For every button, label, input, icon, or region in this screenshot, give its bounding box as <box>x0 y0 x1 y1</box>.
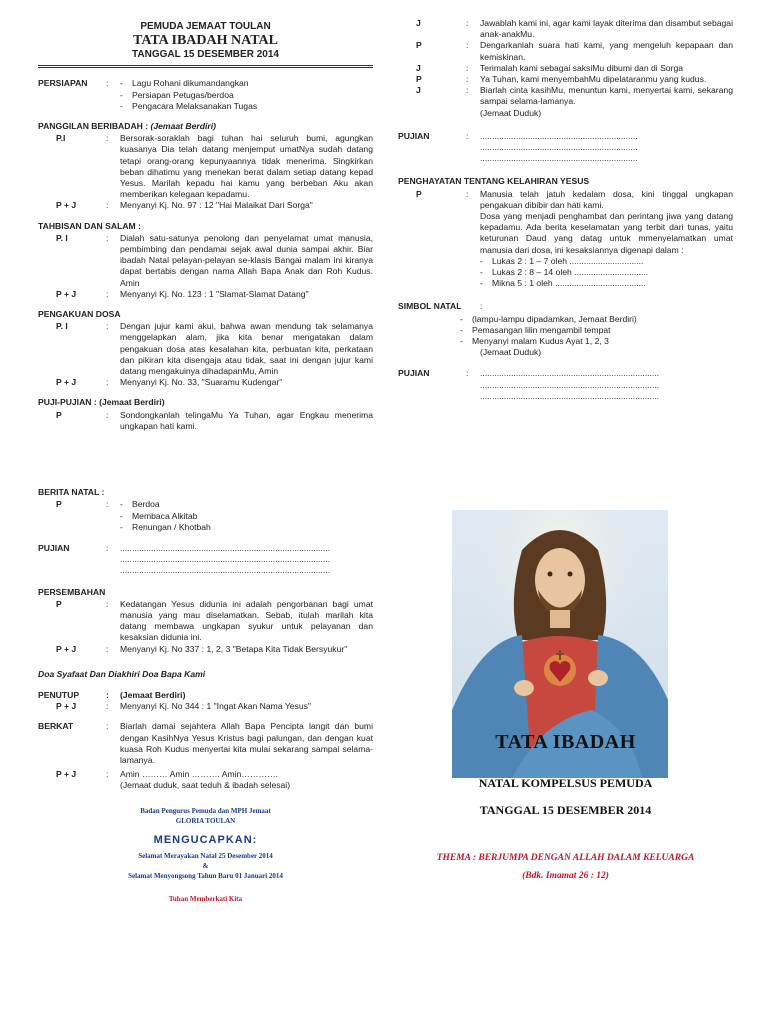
divider <box>38 67 373 68</box>
section-title: BERITA NATAL : <box>38 487 105 498</box>
row-text: Dialah satu-satunya penolong dan penyelamat umat manusia, pembimbing dan pendamai sejak awal dunia sampai akhir. Biar ibadah Natal pelayan-pelayan se-klasis Bangai malam ini kiranya dapat bertabis dengan nama Allah Bapa Anak dan Roh Kudus. Amin <box>120 232 373 288</box>
penutup-label: PENUTUP <box>38 689 80 700</box>
pujian-section: PUJIAN : .................................................................. .................................................................. .................................................................. <box>398 131 733 165</box>
tahbisan-section: TAHBISAN DAN SALAM : P. I : Dialah satu-satunya penolong dan penyelamat umat manusia, pembimbing dan pendamai sejak awal dunia sampai akhir. Biar ibadah Natal pelayan-pelayan se-klasis Bangai malam ini kiranya dapat bertabis dengan nama Allah Bapa Anak dan Roh Kudus. Amin P + J : Menyanyi Kj. No. 123 : 1 "Slamat-Slamat Datang" <box>38 220 373 299</box>
footer <box>38 806 373 904</box>
row-label: P <box>416 188 422 199</box>
list-item: Lagu Rohani dikumandangkan <box>132 78 249 89</box>
responsive-prayer: J : Jawablah kami ini, agar kami layak diterima dan disambut sebagai anak-anakMu. P : Dengarkanlah suara hati kami, yang mengeluh kepapaan dan kemiskinan. J : Terimalah kami sebagai saksiMu dibumi dan di Sorga P : Ya Tuhan, kami menyembahMu dipelataranmu yang kudus. J : Biarlah cinta kasihMu, menuntun kami, menyertai kami, sekarang sampai selama-lamanya. (Jemaat Duduk) <box>398 18 733 119</box>
header-line1: PEMUDA JEMAAT TOULAN <box>140 21 271 32</box>
blank-line: ........................................................................................ <box>120 565 331 576</box>
blank-line: ........................................................................... <box>480 368 660 379</box>
footer-wish-newyear: Selamat Menyongsong Tahun Baru 01 Januari 2014 <box>128 871 283 880</box>
section-title: PUJI-PUJIAN : (Jemaat Berdiri) <box>38 397 165 408</box>
jemaat-duduk: (Jemaat Duduk) <box>480 107 542 118</box>
row-label: P. I <box>56 321 68 332</box>
blank-line: ........................................................................................ <box>120 554 331 565</box>
blank-line: ........................................................................... <box>480 379 660 390</box>
doa-syafaat: Doa Syafaat Dan Diakhiri Doa Bapa Kami <box>38 668 206 679</box>
row-label: P + J <box>56 200 77 211</box>
cover-verse: (Bdk. Imamat 26 : 12) <box>522 871 609 881</box>
penghayatan-section: PENGHAYATAN TENTANG KELAHIRAN YESUS P : Manusia telah jatuh kedalam dosa, kini tinggal ungkapan pengakuan dibibir dan hati kami. Dosa yang menjadi penghambat dan perintang jiwa yang datang kepadamu. Ada berita keselamatan yang terbit dari tunas, yaitu keturunan Daud yang datag untuk mmenyelamatkan umat manusia dari dosa, ini kesaksiannya digenapi dalam : - Lukas 2 : 1 – 7 oleh ............................... - Lukas 2 : 8 – 14 oleh ............................... - Mikna 5 : 1 oleh ...................................... <box>398 176 733 289</box>
row-text: Jawablah kami ini, agar kami layak diterima dan disambut sebagai anak-anakMu. <box>480 18 733 40</box>
list-item: Berdoa <box>132 499 160 510</box>
persiapan-section: PERSIAPAN : - Lagu Rohani dikumandangkan - Persiapan Petugas/berdoa - Pengacara Melaksanakan Tugas <box>38 78 373 112</box>
persiapan-list: - Lagu Rohani dikumandangkan - Persiapan Petugas/berdoa - Pengacara Melaksanakan Tugas <box>120 78 258 111</box>
blank-line: .................................................................. <box>480 130 638 141</box>
list-item: Persiapan Petugas/berdoa <box>132 89 234 100</box>
footer-wish-christmas: Selamat Merayakan Natal 25 Desember 2014 <box>138 851 273 860</box>
pujian-section: PUJIAN : ........................................................................................ ........................................................................................ ........................................................................................ <box>38 543 373 577</box>
amin-line: Amin ……… Amin ………. Amin…………. <box>120 769 279 780</box>
row-label: P.I <box>56 133 66 144</box>
row-label: P + J <box>56 701 77 712</box>
divider <box>38 65 373 66</box>
footer-church: GLORIA TOULAN <box>175 816 236 825</box>
cover-subtitle: NATAL KOMPELSUS PEMUDA <box>478 776 653 790</box>
left-column <box>38 0 373 904</box>
row-label: P <box>56 499 62 510</box>
row-text: Menyanyi Kj. No 337 : 1, 2, 3 "Betapa Kita Tidak Bersyukur" <box>120 643 348 654</box>
row-text: Biarlah cinta kasihMu, menuntun kami, menyertai kami, sekarang sampai selama-lamanya. <box>480 85 733 107</box>
row-label: J <box>416 18 421 28</box>
row-text: Menyanyi Kj. No. 33, "Suaramu Kudengar" <box>120 377 283 388</box>
closing-note: (Jemaat duduk, saat teduh & ibadah selesai) <box>120 780 291 791</box>
scripture-ref: Mikna 5 : 1 oleh ...................................... <box>492 278 646 289</box>
cover-date: TANGGAL 15 DESEMBER 2014 <box>479 803 652 817</box>
row-text: Ya Tuhan, kami menyembahMu dipelataranmu yang kudus. <box>480 74 707 85</box>
cover-title: TATA IBADAH <box>495 731 636 753</box>
row-label: P + J <box>56 643 77 654</box>
list-item: Menyanyi malam Kudus Ayat 1, 2, 3 <box>472 336 609 347</box>
section-note: (Jemaat Berdiri) <box>150 121 216 132</box>
row-label: P + J <box>56 769 77 780</box>
footer-ampersand: & <box>202 861 209 870</box>
list-item: (lampu-lampu dipadamkan, Jemaat Berdiri) <box>472 313 637 324</box>
row-text: Menyanyi Kj. No. 97 : 12 "Hai Malaikat Dari Sorga" <box>120 200 313 211</box>
persiapan-label: PERSIAPAN <box>38 78 88 89</box>
row-text: Sondongkanlah telingaMu Ya Tuhan, agar Engkau menerima ungkapan hati kami. <box>120 409 373 431</box>
section-title: PERSEMBAHAN <box>38 586 106 597</box>
pujian-label: PUJIAN <box>38 542 70 553</box>
footer-org: Badan Pengurus Pemuda dan MPH Jemaat <box>140 806 271 815</box>
header-date: TANGGAL 15 DESEMBER 2014 <box>132 49 279 61</box>
row-label: J <box>416 62 421 73</box>
row-label: P <box>56 409 62 420</box>
right-column <box>398 18 733 411</box>
row-text: Dosa yang menjadi penghambat dan perintang jiwa yang datang kepadamu. Ada berita keselamatan yang terbit dari tunas, yaitu keturunan Daud yang datag untuk mmenyelamatkan umat manusia dari dosa, ini kesaksiannya digenapi dalam : <box>480 211 733 255</box>
row-label: P <box>416 40 422 51</box>
row-label: P + J <box>56 288 77 299</box>
simbol-section: SIMBOL NATAL : - (lampu-lampu dipadamkan, Jemaat Berdiri) - Pemasangan lilin mengambil tempat - Menyanyi malam Kudus Ayat 1, 2, 3 (Jemaat Duduk) <box>398 301 733 358</box>
penutup-section: PENUTUP : (Jemaat Berdiri) P + J : Menyanyi Kj. No 344 : 1 "Ingat Akan Nama Yesus" <box>38 690 373 712</box>
blank-line: .................................................................. <box>480 153 638 164</box>
persembahan-section: PERSEMBAHAN P : Kedatangan Yesus didunia ini adalah pengorbanan bagi umat manusia yang mau diselamatkan. Sebab, itulah marilah kita datang membawa ungkapan syukur untuk pelayanan dan kesaksian didunia ini. P + J : Menyanyi Kj. No 337 : 1, 2, 3 "Betapa Kita Tidak Bersyukur" <box>38 586 373 654</box>
row-label: P. I <box>56 232 68 243</box>
footer-blessing: Tuhan Memberkati Kita <box>168 894 243 903</box>
blank-line: .................................................................. <box>480 142 638 153</box>
row-label: P <box>56 598 62 609</box>
row-label: P + J <box>56 377 77 388</box>
penutup-note: (Jemaat Berdiri) <box>120 689 186 700</box>
row-text: Kedatangan Yesus didunia ini adalah pengorbanan bagi umat manusia yang mau diselamatkan. Sebab, itulah marilah kita datang membawa ungkapan syukur untuk pelayanan dan kesaksian didunia ini. <box>120 598 373 643</box>
puji-section: PUJI-PUJIAN : (Jemaat Berdiri) P : Sondongkanlah telingaMu Ya Tuhan, agar Engkau menerima ungkapan hati kami. <box>38 397 373 431</box>
row-text: Biarlah damai sejahtera Allah Bapa Pencipta langit dan bumi dengan KasihNya Yesus Kristus bagi palungan, dan dengan kuat kuasa Roh Kudus menyertai kita mulai sekarang sampai selama-lamanya. <box>120 721 373 765</box>
list-note: (Jemaat Duduk) <box>480 347 542 358</box>
berkat-label: BERKAT <box>38 721 74 732</box>
section-title: PANGGILAN BERIBADAH : <box>38 121 151 132</box>
list-item: Pengacara Melaksanakan Tugas <box>132 100 258 111</box>
row-text: Bersorak-soraklah bagi tuhan hai seluruh bumi, agungkan kuasanya Dia telah datang menjemput umatNya sudah datang tetapi orang-orang kepunyaannya tidak menerima. Singkirkan beban dihatimu yang menekan berat dalam setiap datang kepad Yesus. Marilah kepadu hai kamu yang berbeban Aku akan memberikan kelegaan kepadamu. <box>120 133 373 200</box>
list-item: Renungan / Khotbah <box>132 521 211 532</box>
section-title: PENGAKUAN DOSA <box>38 309 121 320</box>
blank-line: ........................................................................................ <box>120 542 331 553</box>
document-header <box>38 21 373 60</box>
row-text: Menyanyi Kj. No. 123 : 1 "Slamat-Slamat Datang" <box>120 288 309 299</box>
pujian-label: PUJIAN <box>398 368 430 379</box>
header-title: TATA IBADAH NATAL <box>133 33 278 49</box>
pujian-label: PUJIAN <box>398 130 430 141</box>
pujian-section: PUJIAN : ........................................................................... ........................................................................... ........................................................................... <box>398 368 733 402</box>
berkat-section: BERKAT : Biarlah damai sejahtera Allah Bapa Pencipta langit dan bumi dengan KasihNya Yesus Kristus bagi palungan, dan dengan kuat kuasa Roh Kudus menyertai kita mulai sekarang sampai selama-lamanya. P + J : Amin ……… Amin ………. Amin…………. (Jemaat duduk, saat teduh & ibadah selesai) <box>38 721 373 791</box>
row-text: Dengarkanlah suara hati kami, yang mengeluh kepapaan dan kemiskinan. <box>480 40 733 62</box>
panggilan-section: PANGGILAN BERIBADAH : (Jemaat Berdiri) P.I : Bersorak-soraklah bagi tuhan hai seluruh bumi, agungkan kuasanya Dia telah datang menjemput umatNya sudah datang tetapi orang-orang kepunyaannya tidak menerima. Singkirkan beban dihatimu yang menekan berat dalam setiap datang kepad Yesus. Marilah kepadu hai kamu yang berbeban Aku akan memberikan kelegaan kepadamu. P + J : Menyanyi Kj. No. 97 : 12 "Hai Malaikat Dari Sorga" <box>38 121 373 211</box>
cover-theme: THEMA : BERJUMPA DENGAN ALLAH DALAM KELUARGA <box>436 853 695 863</box>
scripture-ref: Lukas 2 : 8 – 14 oleh ............................... <box>492 267 649 278</box>
row-text: Dengan jujur kami akui, bahwa awan mendung tak selamanya menggelapkan alam, jika kita benar mengatakan dalam pengakuan dosa atas kesalahan kita, perbuatan kita, perkataan dan pikiran kita disengaja atau tidak, saat ini dengan jujur kami datang mengakuinya dihadapanMu, Amin <box>120 321 373 377</box>
section-title: SIMBOL NATAL <box>398 301 462 312</box>
row-text: Terimalah kami sebagai saksiMu dibumi dan di Sorga <box>480 62 684 73</box>
list-item: Membaca Alkitab <box>132 510 198 521</box>
footer-greeting: MENGUCAPKAN: <box>153 833 258 846</box>
row-label: P <box>416 74 422 85</box>
scripture-ref: Lukas 2 : 1 – 7 oleh ............................... <box>492 255 644 266</box>
section-title: PENGHAYATAN TENTANG KELAHIRAN YESUS <box>398 176 590 187</box>
blank-line: ........................................................................... <box>480 390 660 401</box>
pengakuan-section: PENGAKUAN DOSA P. I : Dengan jujur kami akui, bahwa awan mendung tak selamanya menggelapkan alam, jika kita benar mengatakan dalam pengakuan dosa atas kesalahan kita, perbuatan kita, perkataan dan pikiran kita disengaja atau tidak, saat ini dengan jujur kami datang mengakuinya dihadapanMu, Amin P + J : Menyanyi Kj. No. 33, "Suaramu Kudengar" <box>38 309 373 388</box>
berita-section: BERITA NATAL : P : - Berdoa - Membaca Alkitab - Renungan / Khotbah <box>38 487 373 533</box>
section-title: TAHBISAN DAN SALAM : <box>38 220 141 231</box>
row-label: J <box>416 85 421 96</box>
list-item: Pemasangan lilin mengambil tempat <box>472 324 611 335</box>
row-text: Manusia telah jatuh kedalam dosa, kini tinggal ungkapan pengakuan dibibir dan hati kami. <box>480 188 733 210</box>
row-text: Menyanyi Kj. No 344 : 1 "Ingat Akan Nama Yesus" <box>120 701 311 712</box>
